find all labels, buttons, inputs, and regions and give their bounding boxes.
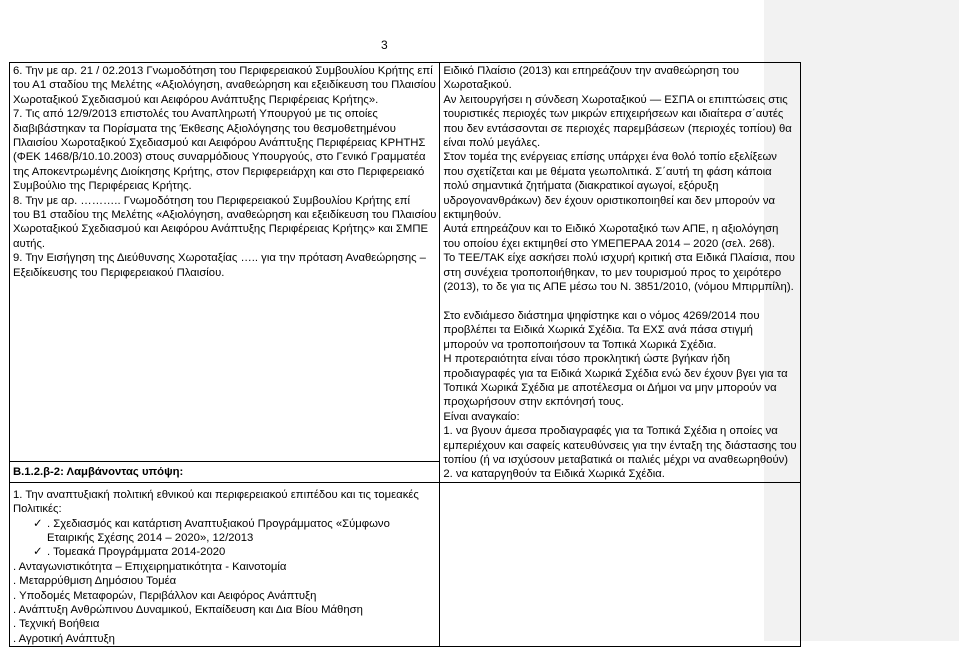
text-line: διαβιβάστηκαν τα Πορίσματα της Έκθεσης Αξιολόγησης του θεσμοθετημένου — [13, 122, 396, 135]
text-line: εμπεριέχουν και σαφείς κατευθύνσεις για την ένταξη της διάστασης του — [443, 439, 797, 452]
text-line: του οποίου έχει εκτιμηθεί στο ΥΜΕΠΕΡΑΑ 2014 – 2020 (σελ. 268). — [443, 237, 775, 250]
check-icon: ✓ — [33, 517, 43, 530]
text-line: Στο ενδιάμεσο διάστημα ψηφίστηκε και ο νόμος 4269/2014 που — [443, 309, 760, 322]
list-item: . Ανταγωνιστικότητα – Επιχειρηματικότητα - Καινοτομία — [13, 560, 287, 573]
list-item: . Μεταρρύθμιση Δημόσιου Τομέα — [13, 575, 177, 588]
text-line: στη συνέχεια τροποποιήθηκαν, το μεν τουρισμού προς το χειρότερο — [443, 266, 782, 279]
right-top-cell — [440, 63, 800, 483]
text-line: Τοπικά Χωρικά Σχέδια με αποτέλεσμα οι Δήμοι να μην μπορούν να — [443, 381, 777, 394]
text-line: που δεν εντάσσονται σε περιοχές παρεμβάσεων (περιοχές τοπίου) θα — [443, 122, 792, 135]
text-line: υδρογονανθράκων) δεν έχουν οριστικοποιηθεί και δεν μπορούν να — [443, 194, 776, 207]
list-item: . Αγροτική Ανάπτυξη — [13, 632, 115, 645]
check-icon: ✓ — [33, 546, 43, 559]
list-item: . Ανάπτυξη Ανθρώπινου Δυναμικού, Εκπαίδευση και Δια Βίου Μάθηση — [13, 604, 363, 617]
left-bottom-cell — [10, 482, 440, 646]
text-line: Συμβούλιο της Περιφέρειας Κρήτης. — [13, 180, 192, 193]
text-line: Αν λειτουργήσει η σύνδεση Χωροταξικού — ΕΣΠΑ οι επιπτώσεις στις — [443, 93, 788, 106]
table-row — [10, 482, 801, 646]
text-line: είναι πολύ μεγάλες. — [443, 137, 541, 150]
text-line: 2. να καταργηθούν τα Ειδικά Χωρικά Σχέδια. — [443, 468, 665, 481]
text-line: Χωροταξικού Σχεδιασμού και Αειφόρου Ανάπτυξης Περιφέρειας Κρήτης». — [13, 93, 379, 106]
text-line: Στον τομέα της ενέργειας επίσης υπάρχει ένα θολό τοπίο εξελίξεων — [443, 151, 777, 164]
text-line: Ειδικό Πλαίσιο (2013) και επηρεάζουν την αναθεώρηση του — [443, 65, 740, 77]
text-line: . Σχεδιασμός και κατάρτιση Αναπτυξιακού Προγράμματος «Σύμφωνο — [47, 517, 390, 530]
text-line: που σχετίζεται και με θέματα γεωπολιτικά. Σ΄αυτή τη φάση κάποια — [443, 165, 772, 178]
text-line: 1. Την αναπτυξιακή πολιτική εθνικού και περιφερειακού επιπέδου και τις τομεακές — [13, 488, 419, 501]
left-top-cell — [10, 63, 440, 462]
text-line: της Αποκεντρωμένης Διοίκησης Κρήτης, στον Περιφερειάρχη και στο Περιφερειακό — [13, 165, 425, 178]
text-line: Η προτεραιότητα είναι τόσο προκλητική ώστε βγήκαν ήδη — [443, 353, 731, 366]
list-item: . Υποδομές Μεταφορών, Περιβάλλον και Αειφόρος Ανάπτυξη — [13, 589, 317, 602]
table-row — [10, 63, 801, 462]
text-line: προβλέπει τα Ειδικά Χωρικά Σχέδια. Τα ΕΧΣ ανά πάσα στιγμή — [443, 324, 753, 337]
text-line: Εξειδίκευσης του Περιφερειακού Πλαισίου. — [13, 266, 225, 279]
text-line: (ΦΕΚ 1468/β/10.10.2003) στους συναρμόδιους Υπουργούς, στο Γενικό Γραμματέα — [13, 151, 426, 164]
text-line: Χωροταξικού Σχεδιασμού και Αειφόρου Ανάπτυξης Περιφέρειας Κρήτης» και ΣΜΠΕ — [13, 223, 429, 236]
section-heading: Β.1.2.β-2: Λαμβάνοντας υπόψη: — [13, 466, 184, 479]
text-line: Αυτά επηρεάζουν και το Ειδικό Χωροταξικό των ΑΠΕ, η αξιολόγηση — [443, 223, 779, 236]
text-line: 8. Την με αρ. ……….. Γνωμοδότηση του Περιφερειακού Συμβουλίου Κρήτης επί — [13, 194, 411, 207]
list-item: . Τεχνική Βοήθεια — [13, 618, 100, 631]
text-line: Το ΤΕΕ/ΤΑΚ είχε ασκήσει πολύ ισχυρή κριτική στα Ειδικά Πλαίσια, που — [443, 252, 795, 265]
text-line: αυτής. — [13, 237, 46, 250]
text-line: 1. να βγουν άμεσα προδιαγραφές για τα Τοπικά Σχέδια η οποίες να — [443, 425, 778, 438]
text-line: . Τομεακά Προγράμματα 2014-2020 — [47, 546, 226, 559]
text-line: τοπίου (ή να ισχύσουν μεταβατικά οι παλιές μέχρι να αναθεωρηθούν) — [443, 453, 789, 466]
text-line: προχωρήσουν στην εκπόνησή τους. — [443, 396, 624, 409]
text-line: Πλαισίου Χωροταξικού Σχεδιασμού και Αειφόρου Ανάπτυξης Περιφέρειας ΚΡΗΤΗΣ — [13, 137, 426, 150]
text-line: (2013), το δε για τις ΑΠΕ μέσω του Ν. 3851/2010, (νόμου Μπιρμπίλη). — [443, 281, 794, 294]
right-bottom-cell — [440, 482, 800, 646]
checked-list-item — [13, 545, 436, 559]
text-line: πολύ σημαντικά ζητήματα (διακρατικοί αγωγοί, εξόρυξη — [443, 180, 719, 193]
text-line: 6. Την με αρ. 21 / 02.2013 Γνωμοδότηση του Περιφερειακού Συμβουλίου Κρήτης επί — [13, 65, 433, 77]
checked-list-item — [13, 517, 436, 531]
document-table — [9, 62, 801, 647]
text-line: του Β1 σταδίου της Μελέτης «Αξιολόγηση, αναθεώρηση και εξειδίκευση του Πλαισίου — [13, 209, 437, 222]
text-line: του Α1 σταδίου της Μελέτης «Αξιολόγηση, αναθεώρηση και εξειδίκευση του Πλαισίου — [13, 79, 436, 92]
text-line: Είναι αναγκαίο: — [443, 410, 520, 423]
text-line: εκτιμηθούν. — [443, 209, 502, 222]
text-line: προδιαγραφές για τα Ειδικά Χωρικά Σχέδια ενώ δεν έχουν βγει για τα — [443, 367, 788, 380]
text-line: 9. Την Εισήγηση της Διεύθυνσης Χωροταξίας ….. για την πρόταση Αναθεώρησης – — [13, 252, 426, 265]
text-line: Εταιρικής Σχέσης 2014 – 2020», 12/2013 — [47, 531, 254, 544]
heading-cell — [10, 462, 440, 482]
text-line: τουριστικές περιοχές των μικρών επιχειρήσεων και ιδιαίτερα σ΄αυτές — [443, 108, 784, 121]
page-number: 3 — [381, 38, 388, 52]
text-line: Χωροταξικού. — [443, 79, 512, 92]
text-line: 7. Τις από 12/9/2013 επιστολές του Αναπληρωτή Υπουργού με τις οποίες — [13, 108, 378, 121]
text-line: Πολιτικές: — [13, 503, 62, 516]
text-line: μπορούν να τροποποιήσουν τα Τοπικά Χωρικά Σχέδια. — [443, 338, 717, 351]
